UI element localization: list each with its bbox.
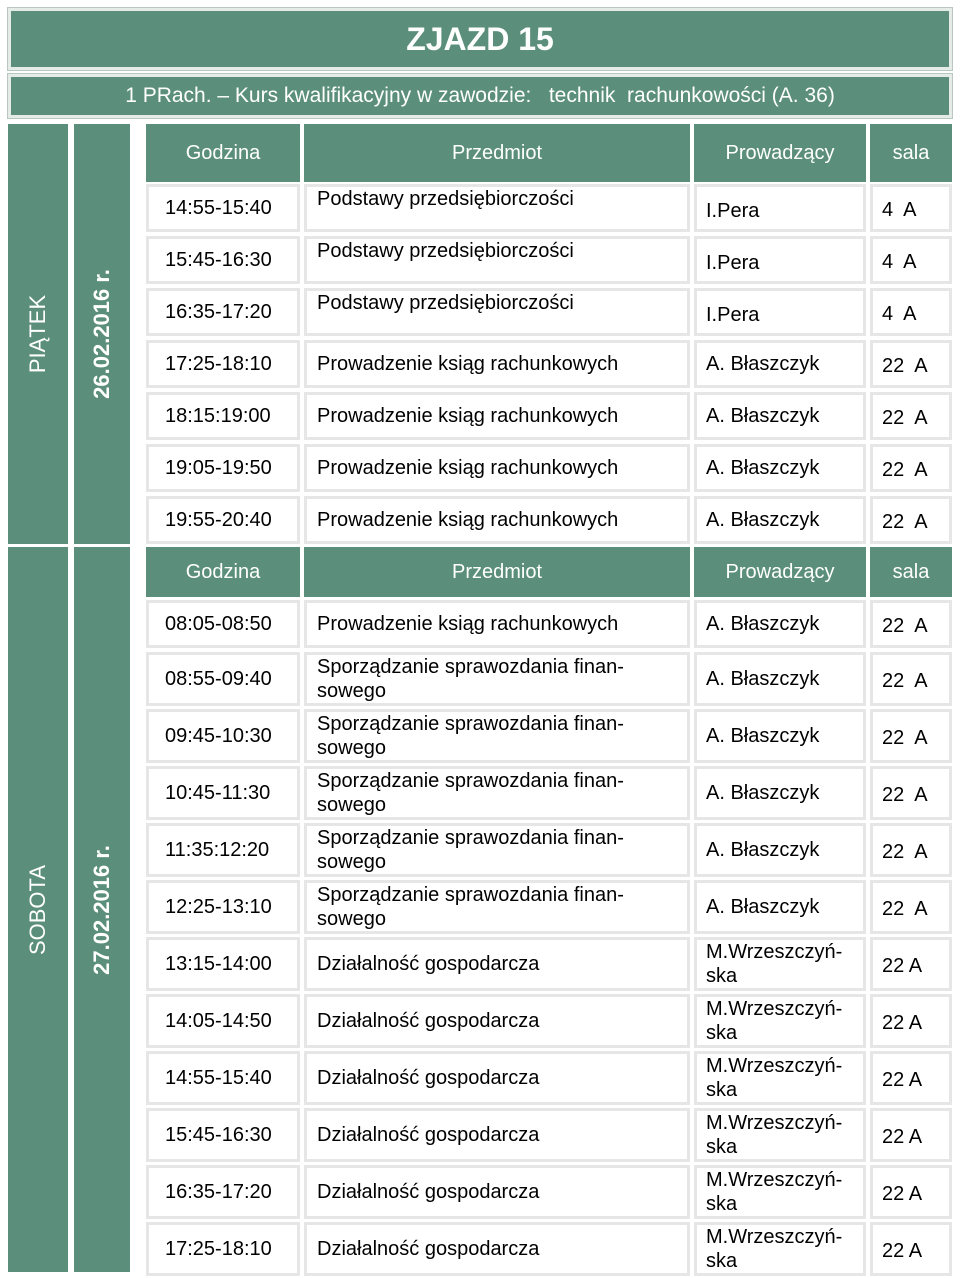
subject-cell bbox=[304, 652, 690, 706]
time-cell bbox=[146, 444, 300, 492]
teacher-line: A. Błaszczyk bbox=[706, 612, 820, 635]
time-value: 18:15:19:00 bbox=[165, 404, 271, 427]
subject-cell bbox=[304, 444, 690, 492]
subject-line: Sporządzanie sprawozdania finan- bbox=[317, 713, 624, 735]
time-value: 14:55-15:40 bbox=[165, 1066, 272, 1089]
teacher-cell bbox=[694, 288, 866, 336]
time-value: 11:35:12:20 bbox=[165, 838, 270, 861]
room-value: 22 A bbox=[882, 355, 928, 377]
subject-cell bbox=[304, 766, 690, 820]
subject-line: sowego bbox=[317, 737, 386, 759]
room-value: 22 A bbox=[882, 407, 928, 429]
teacher-header: Prowadzący bbox=[694, 547, 866, 597]
subject-line: sowego bbox=[317, 908, 386, 930]
teacher-line: M.Wrzeszczyń- bbox=[706, 1112, 843, 1134]
room-value: 22 A bbox=[882, 670, 928, 692]
room-value: 22 A bbox=[882, 459, 928, 481]
time-value: 14:55-15:40 bbox=[165, 196, 272, 219]
subject-header: Przedmiot bbox=[304, 124, 690, 182]
teacher-cell bbox=[694, 994, 866, 1048]
teacher-line: A. Błaszczyk bbox=[706, 404, 820, 427]
teacher-cell bbox=[694, 392, 866, 440]
subject-header: Przedmiot bbox=[304, 547, 690, 597]
room-value: 22 A bbox=[882, 1012, 923, 1034]
room-value: 22 A bbox=[882, 1240, 923, 1262]
teacher-line: I.Pera bbox=[706, 252, 760, 274]
page-title: ZJAZD 15 bbox=[8, 8, 952, 70]
teacher-cell bbox=[694, 600, 866, 648]
room-cell bbox=[870, 600, 952, 648]
subject-line: Prowadzenie ksiąg rachunkowych bbox=[317, 612, 619, 635]
teacher-line: ska bbox=[706, 1079, 738, 1101]
time-cell bbox=[146, 652, 300, 706]
room-cell bbox=[870, 496, 952, 544]
subject-line: Prowadzenie ksiąg rachunkowych bbox=[317, 456, 619, 479]
time-cell bbox=[146, 994, 300, 1048]
room-value: 22 A bbox=[882, 898, 928, 920]
subject-line: Podstawy przedsiębiorczości bbox=[317, 240, 574, 262]
teacher-line: M.Wrzeszczyń- bbox=[706, 1169, 843, 1191]
room-cell bbox=[870, 994, 952, 1048]
time-value: 15:45-16:30 bbox=[165, 1123, 272, 1146]
subject-line: Sporządzanie sprawozdania finan- bbox=[317, 884, 624, 906]
teacher-cell bbox=[694, 1051, 866, 1105]
subject-line: Sporządzanie sprawozdania finan- bbox=[317, 770, 624, 792]
subject-line: Działalność gospodarcza bbox=[317, 1180, 540, 1203]
subject-line: Prowadzenie ksiąg rachunkowych bbox=[317, 404, 619, 427]
time-cell bbox=[146, 1108, 300, 1162]
time-cell bbox=[146, 1222, 300, 1276]
teacher-line: ska bbox=[706, 1250, 738, 1272]
teacher-line: A. Błaszczyk bbox=[706, 724, 820, 747]
time-cell bbox=[146, 496, 300, 544]
course-subtitle: 1 PRach. – Kurs kwalifikacyjny w zawodzie: technik rachunkowości (A. 36) bbox=[8, 74, 952, 118]
room-value: 22 A bbox=[882, 784, 928, 806]
time-value: 16:35-17:20 bbox=[165, 300, 272, 323]
time-cell bbox=[146, 600, 300, 648]
time-value: 09:45-10:30 bbox=[165, 724, 272, 747]
room-cell bbox=[870, 340, 952, 388]
time-cell bbox=[146, 392, 300, 440]
subject-line: Działalność gospodarcza bbox=[317, 1123, 540, 1146]
teacher-line: A. Błaszczyk bbox=[706, 838, 820, 861]
subject-cell bbox=[304, 392, 690, 440]
subject-line: sowego bbox=[317, 851, 386, 873]
room-cell bbox=[870, 766, 952, 820]
room-value: 22 A bbox=[882, 511, 928, 533]
teacher-cell bbox=[694, 236, 866, 284]
teacher-line: A. Błaszczyk bbox=[706, 781, 820, 804]
subject-cell bbox=[304, 994, 690, 1048]
time-header: Godzina bbox=[146, 124, 300, 182]
subject-cell bbox=[304, 1051, 690, 1105]
subject-cell bbox=[304, 600, 690, 648]
subject-cell bbox=[304, 340, 690, 388]
subject-line: Działalność gospodarcza bbox=[317, 1009, 540, 1032]
room-cell bbox=[870, 880, 952, 934]
subject-line: Sporządzanie sprawozdania finan- bbox=[317, 656, 624, 678]
subject-line: Działalność gospodarcza bbox=[317, 952, 540, 975]
subject-cell bbox=[304, 1222, 690, 1276]
room-value: 4 A bbox=[882, 303, 917, 325]
teacher-line: ska bbox=[706, 965, 738, 987]
teacher-cell bbox=[694, 652, 866, 706]
room-header: sala bbox=[870, 547, 952, 597]
date-label: 27.02.2016 r. bbox=[89, 844, 114, 975]
room-value: 22 A bbox=[882, 1126, 923, 1148]
time-value: 17:25-18:10 bbox=[165, 1237, 272, 1260]
teacher-header: Prowadzący bbox=[694, 124, 866, 182]
time-value: 17:25-18:10 bbox=[165, 352, 272, 375]
room-cell bbox=[870, 1222, 952, 1276]
room-cell bbox=[870, 392, 952, 440]
date-column bbox=[74, 124, 130, 544]
time-cell bbox=[146, 1051, 300, 1105]
time-cell bbox=[146, 288, 300, 336]
teacher-line: A. Błaszczyk bbox=[706, 895, 820, 918]
subject-cell bbox=[304, 184, 690, 232]
room-cell bbox=[870, 444, 952, 492]
room-value: 22 A bbox=[882, 955, 923, 977]
teacher-line: I.Pera bbox=[706, 304, 760, 326]
time-value: 16:35-17:20 bbox=[165, 1180, 272, 1203]
room-cell bbox=[870, 937, 952, 991]
subject-cell bbox=[304, 288, 690, 336]
time-value: 08:05-08:50 bbox=[165, 612, 272, 635]
room-value: 4 A bbox=[882, 251, 917, 273]
time-cell bbox=[146, 184, 300, 232]
subject-cell bbox=[304, 1108, 690, 1162]
teacher-line: I.Pera bbox=[706, 200, 760, 222]
room-cell bbox=[870, 652, 952, 706]
room-value: 22 A bbox=[882, 727, 928, 749]
room-header: sala bbox=[870, 124, 952, 182]
room-cell bbox=[870, 184, 952, 232]
day-column bbox=[8, 124, 68, 544]
time-cell bbox=[146, 1165, 300, 1219]
subject-cell bbox=[304, 709, 690, 763]
time-cell bbox=[146, 340, 300, 388]
time-header: Godzina bbox=[146, 547, 300, 597]
time-cell bbox=[146, 766, 300, 820]
time-cell bbox=[146, 709, 300, 763]
room-cell bbox=[870, 1051, 952, 1105]
teacher-line: ska bbox=[706, 1022, 738, 1044]
day-column bbox=[8, 547, 68, 1272]
teacher-line: A. Błaszczyk bbox=[706, 667, 820, 690]
subject-line: Podstawy przedsiębiorczości bbox=[317, 292, 574, 314]
time-value: 10:45-11:30 bbox=[165, 781, 271, 804]
time-cell bbox=[146, 880, 300, 934]
teacher-cell bbox=[694, 709, 866, 763]
room-value: 22 A bbox=[882, 841, 928, 863]
subject-cell bbox=[304, 236, 690, 284]
teacher-cell bbox=[694, 444, 866, 492]
time-value: 14:05-14:50 bbox=[165, 1009, 272, 1032]
room-value: 22 A bbox=[882, 1183, 923, 1205]
subject-line: Prowadzenie ksiąg rachunkowych bbox=[317, 508, 619, 531]
room-cell bbox=[870, 709, 952, 763]
teacher-cell bbox=[694, 1165, 866, 1219]
subject-line: sowego bbox=[317, 680, 386, 702]
teacher-line: A. Błaszczyk bbox=[706, 456, 820, 479]
room-cell bbox=[870, 1165, 952, 1219]
time-value: 19:05-19:50 bbox=[165, 456, 272, 479]
teacher-cell bbox=[694, 823, 866, 877]
teacher-cell bbox=[694, 1222, 866, 1276]
room-cell bbox=[870, 288, 952, 336]
teacher-line: M.Wrzeszczyń- bbox=[706, 998, 843, 1020]
teacher-cell bbox=[694, 184, 866, 232]
teacher-cell bbox=[694, 937, 866, 991]
teacher-line: A. Błaszczyk bbox=[706, 352, 820, 375]
subject-cell bbox=[304, 880, 690, 934]
time-value: 13:15-14:00 bbox=[165, 952, 272, 975]
subject-line: Działalność gospodarcza bbox=[317, 1066, 540, 1089]
teacher-line: A. Błaszczyk bbox=[706, 508, 820, 531]
teacher-line: ska bbox=[706, 1136, 738, 1158]
subject-line: Prowadzenie ksiąg rachunkowych bbox=[317, 352, 619, 375]
subject-line: Działalność gospodarcza bbox=[317, 1237, 540, 1260]
subject-cell bbox=[304, 937, 690, 991]
subject-cell bbox=[304, 496, 690, 544]
day-label: PIĄTEK bbox=[25, 294, 50, 374]
time-value: 12:25-13:10 bbox=[165, 895, 272, 918]
day-label: SOBOTA bbox=[25, 864, 50, 955]
room-value: 22 A bbox=[882, 1069, 923, 1091]
teacher-cell bbox=[694, 880, 866, 934]
teacher-line: M.Wrzeszczyń- bbox=[706, 941, 843, 963]
subject-cell bbox=[304, 1165, 690, 1219]
time-value: 19:55-20:40 bbox=[165, 508, 272, 531]
teacher-cell bbox=[694, 766, 866, 820]
subject-line: Podstawy przedsiębiorczości bbox=[317, 188, 574, 210]
time-cell bbox=[146, 236, 300, 284]
teacher-line: M.Wrzeszczyń- bbox=[706, 1055, 843, 1077]
room-value: 4 A bbox=[882, 199, 917, 221]
date-column bbox=[74, 547, 130, 1272]
time-cell bbox=[146, 823, 300, 877]
time-cell bbox=[146, 937, 300, 991]
room-value: 22 A bbox=[882, 615, 928, 637]
room-cell bbox=[870, 236, 952, 284]
teacher-line: ska bbox=[706, 1193, 738, 1215]
teacher-cell bbox=[694, 496, 866, 544]
time-value: 15:45-16:30 bbox=[165, 248, 272, 271]
teacher-cell bbox=[694, 1108, 866, 1162]
room-cell bbox=[870, 1108, 952, 1162]
teacher-cell bbox=[694, 340, 866, 388]
teacher-line: M.Wrzeszczyń- bbox=[706, 1226, 843, 1248]
subject-line: sowego bbox=[317, 794, 386, 816]
subject-line: Sporządzanie sprawozdania finan- bbox=[317, 827, 624, 849]
room-cell bbox=[870, 823, 952, 877]
subject-cell bbox=[304, 823, 690, 877]
date-label: 26.02.2016 r. bbox=[89, 269, 114, 399]
time-value: 08:55-09:40 bbox=[165, 667, 272, 690]
